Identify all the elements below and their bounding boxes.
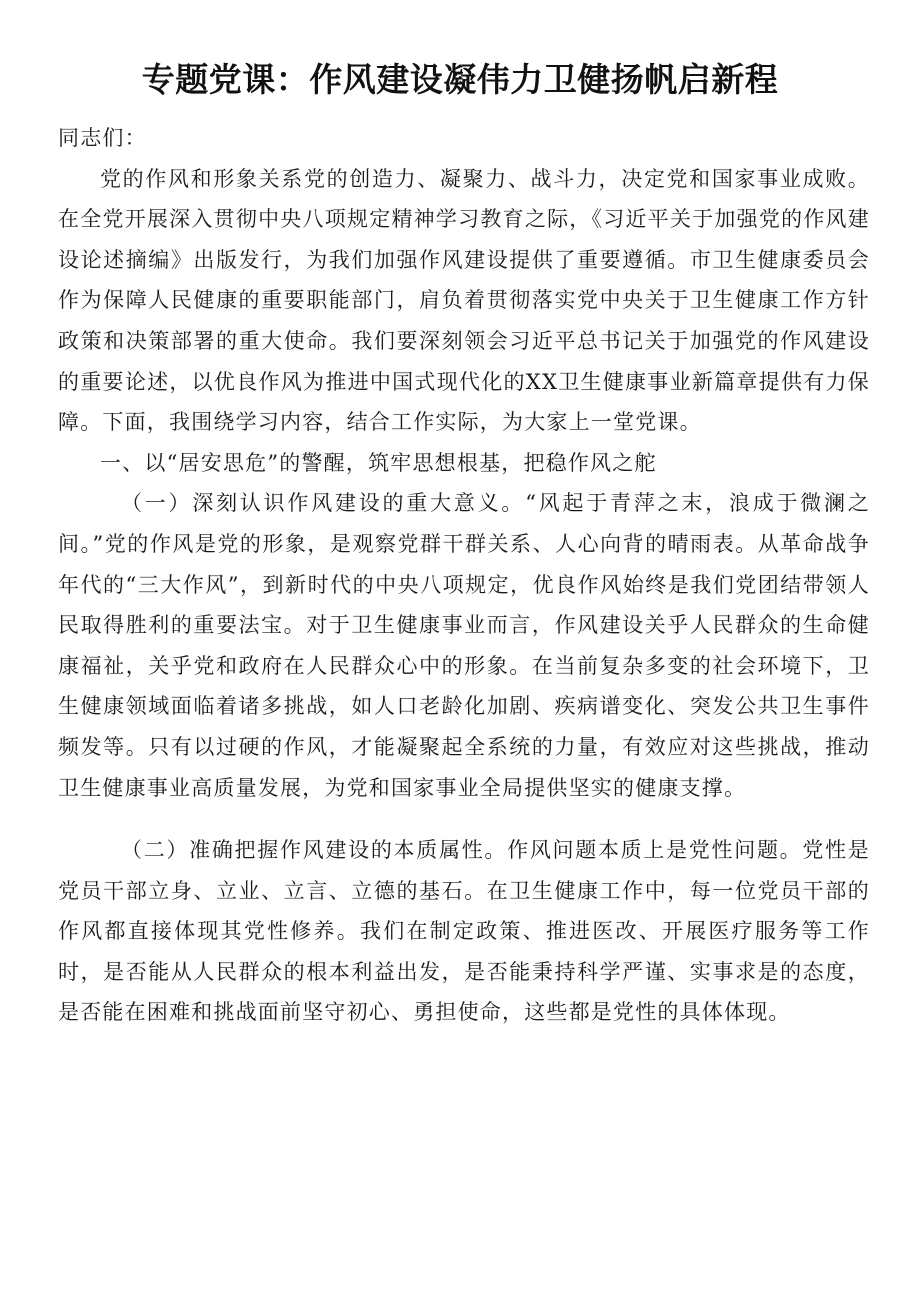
subsection-1-paragraph: （一）深刻认识作风建设的重大意义。“风起于青萍之末，浪成于微澜之间。”党的作风是党的形象，是观察党群干群关系、人心向背的晴雨表。从革命战争年代的“三大作风”，到新时代的中央八项规定，优良作风始终是我们党团结带领人民取得胜利的重要法宝。对于卫生健康事业而言，作风建设关乎人民群众的生命健康福祉，关乎党和政府在人民群众心中的形象。在当前复杂多变的社会环境下，卫生健康领域面临着诸多挑战，如人口老龄化加剧、疾病谱变化、突发公共卫生事件频发等。只有以过硬的作风，才能凝聚起全系统的力量，有效应对这些挑战，推动卫生健康事业高质量发展，为党和国家事业全局提供坚实的健康支撑。 bbox=[58, 491, 870, 800]
paragraph-spacer bbox=[58, 808, 870, 830]
section-1-heading: 一、以“居安思危”的警醒，筑牢思想根基，把稳作风之舵 bbox=[100, 450, 657, 475]
document-body bbox=[58, 118, 870, 1033]
salutation: 同志们： bbox=[58, 126, 147, 150]
subsection-2-paragraph: （二）准确把握作风建设的本质属性。作风问题本质上是党性问题。党性是党员干部立身、立业、立言、立德的基石。在卫生健康工作中，每一位党员干部的作风都直接体现其党性修养。我们在制定政策、推进医改、开展医疗服务等工作时，是否能从人民群众的根本利益出发，是否能秉持科学严谨、实事求是的态度，是否能在困难和挑战面前坚守初心、勇担使命，这些都是党性的具体体现。 bbox=[58, 838, 870, 1025]
intro-paragraph: 党的作风和形象关系党的创造力、凝聚力、战斗力，决定党和国家事业成败。在全党开展深入贯彻中央八项规定精神学习教育之际，《习近平关于加强党的作风建设论述摘编》出版发行，为我们加强作风建设提供了重要遵循。市卫生健康委员会作为保障人民健康的重要职能部门，肩负着贯彻落实党中央关于卫生健康工作方针政策和决策部署的重大使命。我们要深刻领会习近平总书记关于加强党的作风建设的重要论述，以优良作风为推进中国式现代化的XX卫生健康事业新篇章提供有力保障。下面，我围绕学习内容，结合工作实际，为大家上一堂党课。 bbox=[58, 166, 870, 435]
document-title: 专题党课：作风建设凝伟力卫健扬帆启新程 bbox=[141, 60, 779, 99]
